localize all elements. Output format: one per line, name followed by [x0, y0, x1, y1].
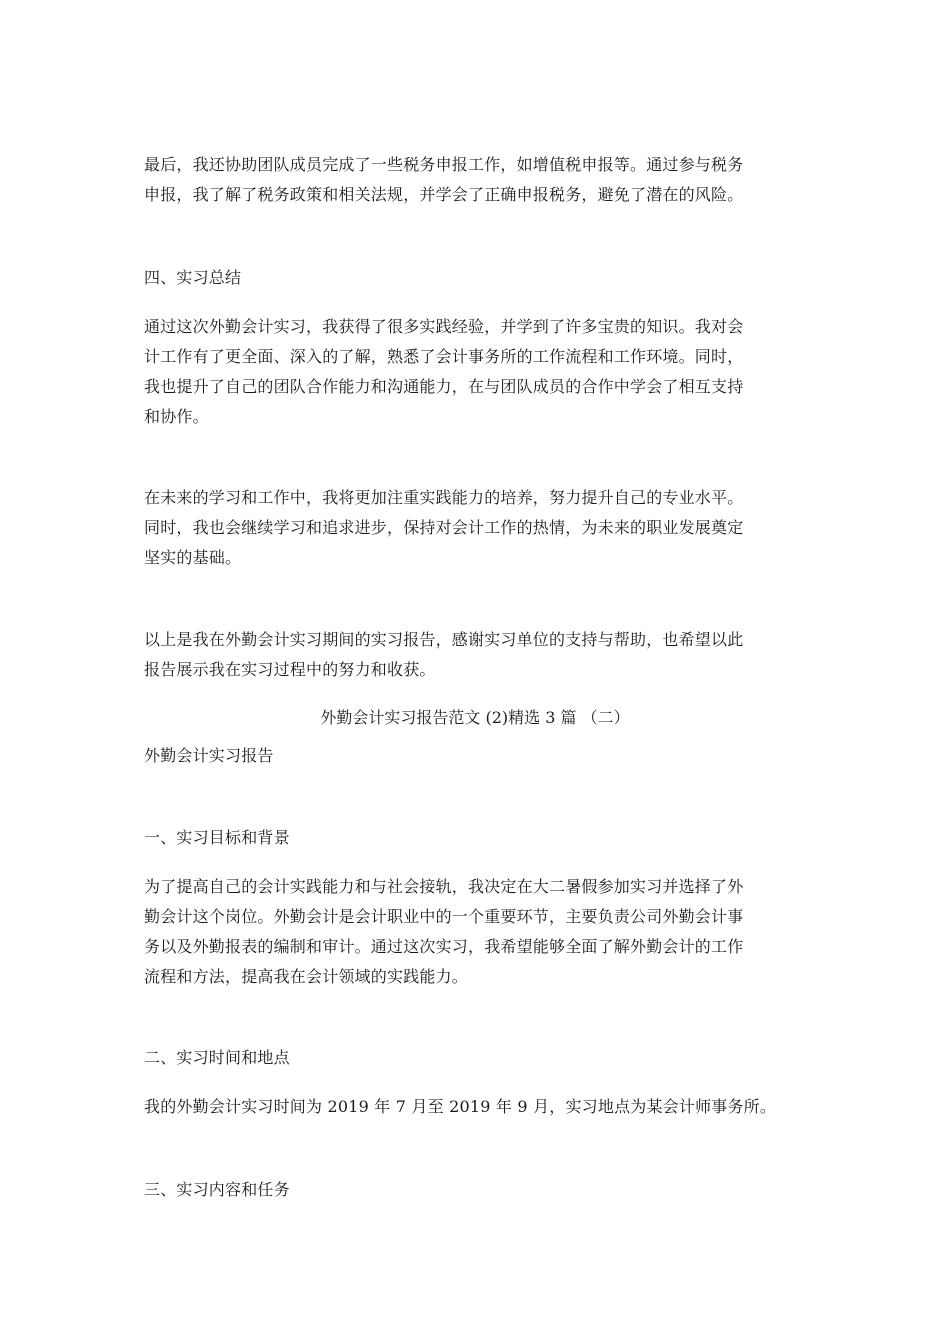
paragraph-summary-line-1: 通过这次外勤会计实习，我获得了很多实践经验，并学到了许多宝贵的知识。我对会 [144, 317, 744, 336]
paragraph-summary-line-4: 和协作。 [144, 407, 209, 426]
paragraph-goals-line-3: 务以及外勤报表的编制和审计。通过这次实习，我希望能够全面了解外勤会计的工作 [144, 937, 744, 956]
heading-internship-summary: 四、实习总结 [144, 268, 242, 287]
paragraph-goals-line-1: 为了提高自己的会计实践能力和与社会接轨，我决定在大二暑假参加实习并选择了外 [144, 877, 744, 896]
heading-content-tasks: 三、实习内容和任务 [144, 1180, 290, 1199]
paragraph-future-line-2: 同时，我也会继续学习和追求进步，保持对会计工作的热情，为未来的职业发展奠定 [144, 518, 744, 537]
paragraph-closing-line-1: 以上是我在外勤会计实习期间的实习报告，感谢实习单位的支持与帮助，也希望以此 [144, 630, 744, 649]
paragraph-future-line-1: 在未来的学习和工作中，我将更加注重实践能力的培养，努力提升自己的专业水平。 [144, 488, 744, 507]
paragraph-tax-line-2: 申报，我了解了税务政策和相关法规，并学会了正确申报税务，避免了潜在的风险。 [144, 185, 744, 204]
paragraph-future-line-3: 坚实的基础。 [144, 548, 242, 567]
heading-time-location: 二、实习时间和地点 [144, 1048, 290, 1067]
paragraph-tax-line-1: 最后，我还协助团队成员完成了一些税务申报工作，如增值税申报等。通过参与税务 [144, 155, 744, 174]
paragraph-goals-line-4: 流程和方法，提高我在会计领域的实践能力。 [144, 967, 469, 986]
paragraph-summary-line-3: 我也提升了自己的团队合作能力和沟通能力，在与团队成员的合作中学会了相互支持 [144, 377, 744, 396]
paragraph-goals-line-2: 勤会计这个岗位。外勤会计是会计职业中的一个重要环节，主要负责公司外勤会计事 [144, 907, 744, 926]
heading-goals-background: 一、实习目标和背景 [144, 828, 290, 847]
report-title: 外勤会计实习报告 [144, 746, 274, 765]
section-title: 外勤会计实习报告范文 (2)精选 3 篇 （二） [320, 708, 630, 727]
paragraph-summary-line-2: 计工作有了更全面、深入的了解，熟悉了会计事务所的工作流程和工作环境。同时， [144, 347, 744, 366]
paragraph-closing-line-2: 报告展示我在实习过程中的努力和收获。 [144, 660, 436, 679]
paragraph-time-location: 我的外勤会计实习时间为 2019 年 7 月至 2019 年 9 月，实习地点为某会计师事务所。 [144, 1097, 777, 1116]
